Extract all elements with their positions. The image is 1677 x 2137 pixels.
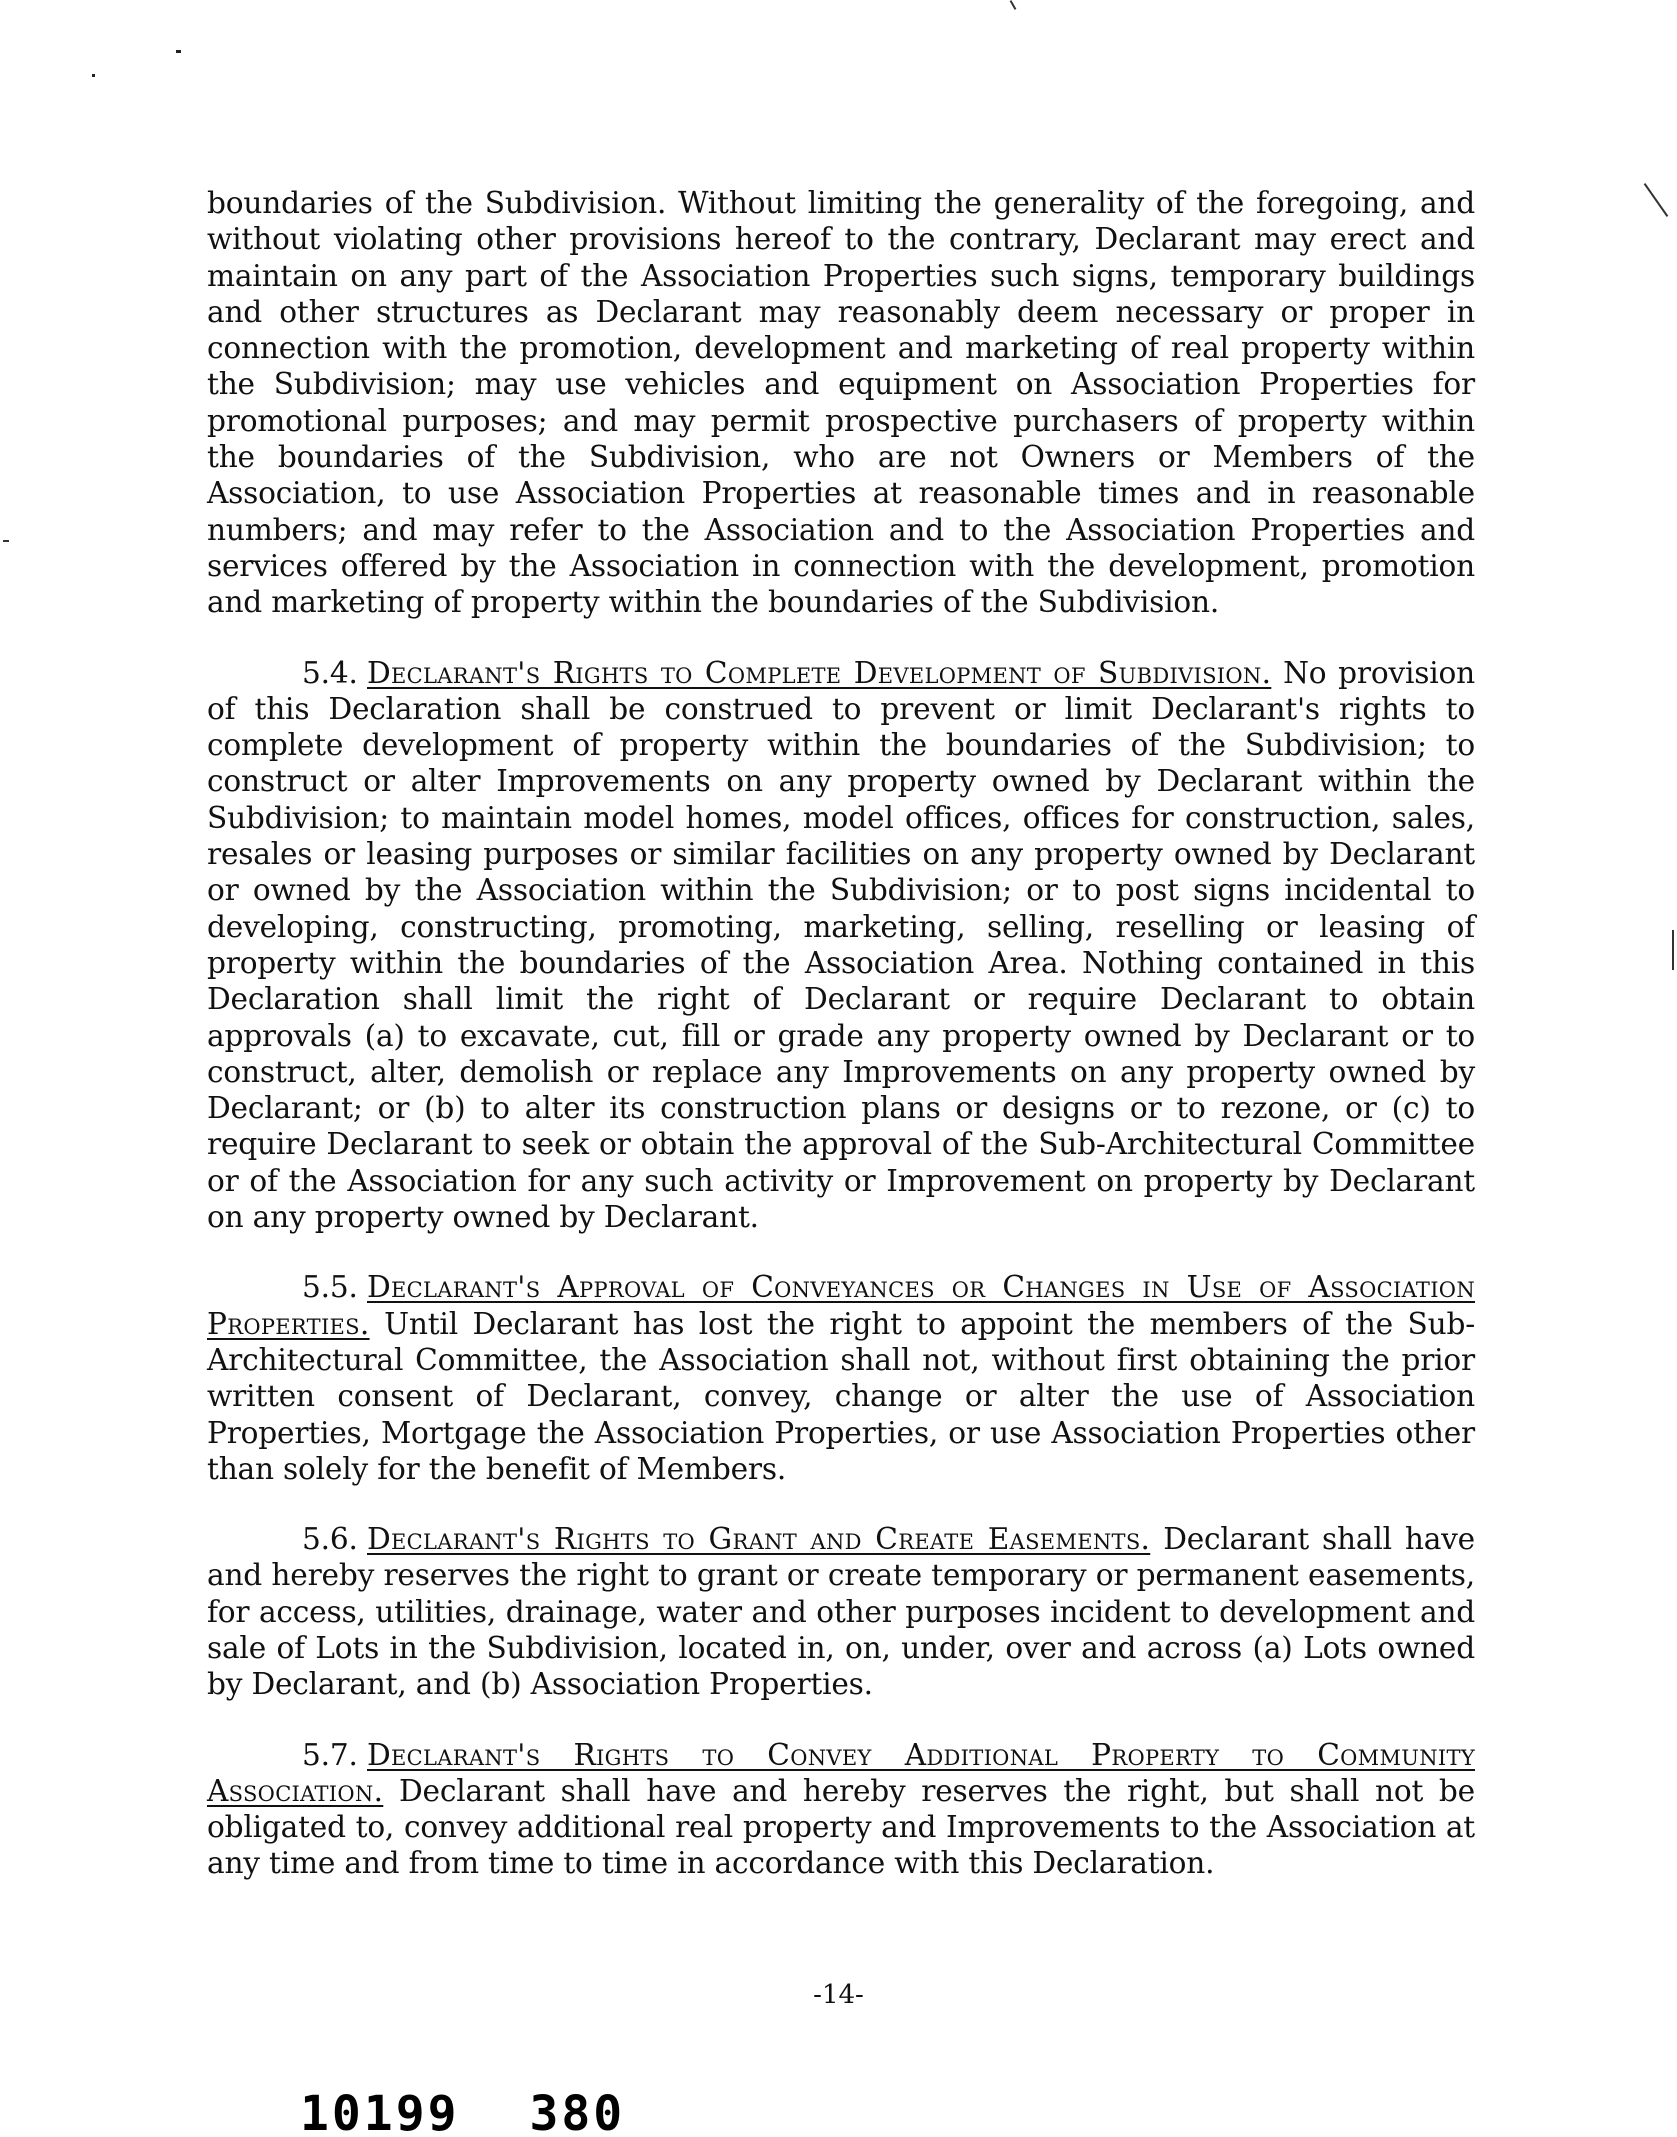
stamp-page-number: 380: [529, 2086, 626, 2137]
document-body: [207, 185, 1475, 1916]
section-5-6: [207, 1521, 1475, 1702]
section-5-7: [207, 1737, 1475, 1882]
scan-edge-mark: [3, 540, 9, 542]
section-number: 5.4.: [302, 655, 358, 690]
section-title: Declarant's Rights to Convey Additional Property to Community Association.: [207, 1737, 1475, 1808]
scan-edge-mark: [1010, 0, 1017, 10]
section-title: Declarant's Approval of Conveyances or Changes in Use of Association Properties.: [207, 1270, 1475, 1341]
scan-speck: [92, 74, 95, 77]
section-body: Until Declarant has lost the right to appoint the members of the Sub-Architectural Committee, the Association shall not, without first obtaining the prior written consent of Declarant, convey, change or alter the use of Association Properties, Mortgage the Association Properties, or use Association Properties other than solely for the benefit of Members.: [207, 1306, 1475, 1486]
scan-edge-mark: [1672, 930, 1674, 970]
section-number: 5.5.: [302, 1270, 358, 1305]
intro-paragraph: boundaries of the Subdivision. Without limiting the generality of the foregoing, and without violating other provisions hereof to the contrary, Declarant may erect and maintain on any part of the Association Properties such signs, temporary buildings and other structures as Declarant may reasonably deem necessary or proper in connection with the promotion, development and marketing of real property within the Subdivision; may use vehicles and equipment on Association Properties for promotional purposes; and may permit prospective purchasers of property within the boundaries of the Subdivision, who are not Owners or Members of the Association, to use Association Properties at reasonable times and in reasonable numbers; and may refer to the Association and to the Association Properties and services offered by the Association in connection with the development, promotion and marketing of property within the boundaries of the Subdivision.: [207, 186, 1475, 620]
section-number: 5.7.: [302, 1737, 358, 1772]
section-title: Declarant's Rights to Complete Development of Subdivision.: [367, 655, 1272, 690]
section-body: Declarant shall have and hereby reserves the right to grant or create temporary or permanent easements, for access, utilities, drainage, water and other purposes incident to development and sale of Lots in the Subdivision, located in, on, under, over and across (a) Lots owned by Declarant, and (b) Association Properties.: [207, 1522, 1475, 1702]
section-number: 5.6.: [302, 1522, 358, 1557]
recording-stamp: [300, 2086, 625, 2137]
page-number: -14-: [813, 1980, 864, 2010]
section-body: Declarant shall have and hereby reserves the right, but shall not be obligated to, convey additional real property and Improvements to the Association at any time and from time to time in accordance with this Declaration.: [207, 1773, 1475, 1881]
section-5-5: [207, 1269, 1475, 1487]
section-5-4: [207, 655, 1475, 1236]
section-title: Declarant's Rights to Grant and Create Easements.: [367, 1522, 1151, 1557]
section-body: No provision of this Declaration shall be construed to prevent or limit Declarant's rights to complete development of property within the boundaries of the Subdivision; to construct or alter Improvements on any property owned by Declarant within the Subdivision; to maintain model homes, model offices, offices for construction, sales, resales or leasing purposes or similar facilities on any property owned by Declarant or owned by the Association within the Subdivision; or to post signs incidental to developing, constructing, promoting, marketing, selling, reselling or leasing of property within the boundaries of the Association Area. Nothing contained in this Declaration shall limit the right of Declarant or require Declarant to obtain approvals (a) to excavate, cut, fill or grade any property owned by Declarant or to construct, alter, demolish or replace any Improvements on any property owned by Declarant; or (b) to alter its construction plans or designs or to rezone, or (c) to require Declarant to seek or obtain the approval of the Sub-Architectural Committee or of the Association for any such activity or Improvement on property by Declarant on any property owned by Declarant.: [207, 655, 1476, 1235]
scan-edge-mark: [1644, 183, 1669, 217]
stamp-book-number: 10199: [300, 2086, 460, 2137]
scan-speck: [176, 50, 181, 53]
